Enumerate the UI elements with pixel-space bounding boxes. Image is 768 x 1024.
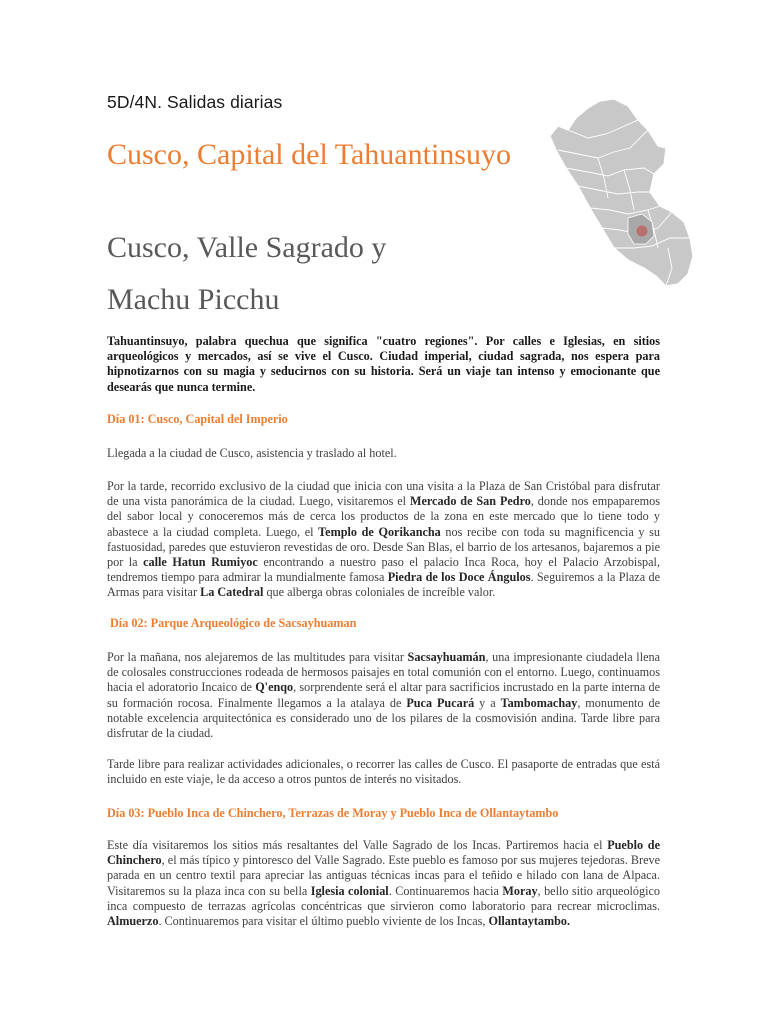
highlight-sacsayhuaman: Sacsayhuamán <box>407 650 486 664</box>
highlight-almuerzo: Almuerzo <box>107 914 159 929</box>
day-01-heading: Día 01: Cusco, Capital del Imperio <box>107 412 288 426</box>
subtitle-line-1: Cusco, Valle Sagrado y <box>107 231 387 264</box>
highlight-doce-angulos: Piedra de los Doce Ángulos <box>387 570 531 585</box>
intro-paragraph: Tahuantinsuyo, palabra quechua que significa "cuatro regiones". Por calles e Iglesias, en sitios arqueológicos y mercados, así se vive el Cusco. Ciudad imperial, ciudad sagrada, nos espera para hipnotizarnos con su magia y seducirnos con su historia. Será un viaje tan intenso y emocionante que desearás que nunca termine. <box>107 334 660 394</box>
day-02-morning-paragraph: Por la mañana, nos alejaremos de las multitudes para visitar Sacsayhuamán, una impresionante ciudadela llena de colosales construcciones rodeada de hermosos paisajes en total comunión con el entorno. Luego, continuamos hacia el adoratorio Incaico de Q'enqo, sorprendente será el altar para sacrificios incrustado en la parte interna de su formación rocosa. Finalmente llegamos a la atalaya de Puca Pucará y a Tambomachay, monumento de notable excelencia arquitectónica es considerado uno de los pilares de la cosmovisión andina. Tarde libre para disfrutar de la ciudad. <box>107 650 661 741</box>
day-02-heading: Día 02: Parque Arqueológico de Sacsayhuaman <box>110 616 357 630</box>
highlight-iglesia-colonial: Iglesia colonial <box>310 883 389 898</box>
highlight-qorikancha: Templo de Qorikancha <box>318 524 441 539</box>
highlight-mercado-san-pedro: Mercado de San Pedro <box>409 494 531 509</box>
day-01-arrival-paragraph: Llegada a la ciudad de Cusco, asistencia y traslado al hotel. <box>107 446 397 460</box>
day-02-afternoon-paragraph: Tarde libre para realizar actividades adicionales, o recorrer las calles de Cusco. El pasaporte de entradas que está incluido en este viaje, le da acceso a otros puntos de interés no visitados. <box>107 757 660 787</box>
highlight-moray: Moray <box>502 883 538 898</box>
highlight-chinchero: Pueblo de Chinchero <box>107 838 660 868</box>
highlight-puca-pucara: Puca Pucará <box>406 695 475 710</box>
highlight-ollantaytambo: Ollantaytambo. <box>488 914 571 929</box>
page-title: Cusco, Capital del Tahuantinsuyo <box>107 138 511 171</box>
day-01-city-tour-paragraph: Por la tarde, recorrido exclusivo de la ciudad que inicia con una visita a la Plaza de San Cristóbal para disfrutar de una vista panorámica de la ciudad. Luego, visitaremos el Mercado de San Pedro, donde nos empaparemos del sabor local y conoceremos más de cerca los productos de la zona en este mercado que lo tiene todo y abastece a la ciudad completa. Luego, el Templo de Qorikancha nos recibe con toda su magnificencia y su fastuosidad, paredes que estuvieron revestidas de oro. Desde San Blas, el barrio de los artesanos, bajaremos a pie por la calle Hatun Rumiyoc encontrando a nuestro paso el palacio Inca Roca, hoy el Palacio Arzobispal, tendremos tiempo para admirar la mundialmente famosa Piedra de los Doce Ángulos. Seguiremos a la Plaza de Armas para visitar La Catedral que alberga obras coloniales de increíble valor. <box>107 479 660 600</box>
highlight-tambomachay: Tambomachay <box>500 695 578 710</box>
peru-map-icon <box>548 98 696 288</box>
highlight-hatun-rumiyoc: calle Hatun Rumiyoc <box>143 555 258 570</box>
day-03-sacred-valley-paragraph: Este día visitaremos los sitios más resaltantes del Valle Sagrado de los Incas. Partiremos hacia el Pueblo de Chinchero, el más típico y pintoresco del Valle Sagrado. Este pueblo es famoso por sus mujeres tejedoras. Breve parada en un centro textil para apreciar las antiguas técnicas incas para el teñido e hilado con lana de Alpaca. Visitaremos su la plaza inca con su bella Iglesia colonial. Continuaremos hacia Moray, bello sitio arqueológico inca compuesto de terrazas agrícolas concéntricas que sirvieron como laboratorio para recrear microclimas. Almuerzo. Continuaremos para visitar el último pueblo viviente de los Incas, Ollantaytambo. <box>107 838 661 929</box>
highlight-qenqo: Q'enqo <box>255 680 294 695</box>
day-03-heading: Día 03: Pueblo Inca de Chinchero, Terrazas de Moray y Pueblo Inca de Ollantaytambo <box>107 806 559 820</box>
departures-tagline: 5D/4N. Salidas diarias <box>107 92 283 112</box>
cusco-marker <box>637 226 648 237</box>
highlight-catedral: La Catedral <box>200 585 264 600</box>
subtitle-line-2: Machu Picchu <box>107 283 280 316</box>
